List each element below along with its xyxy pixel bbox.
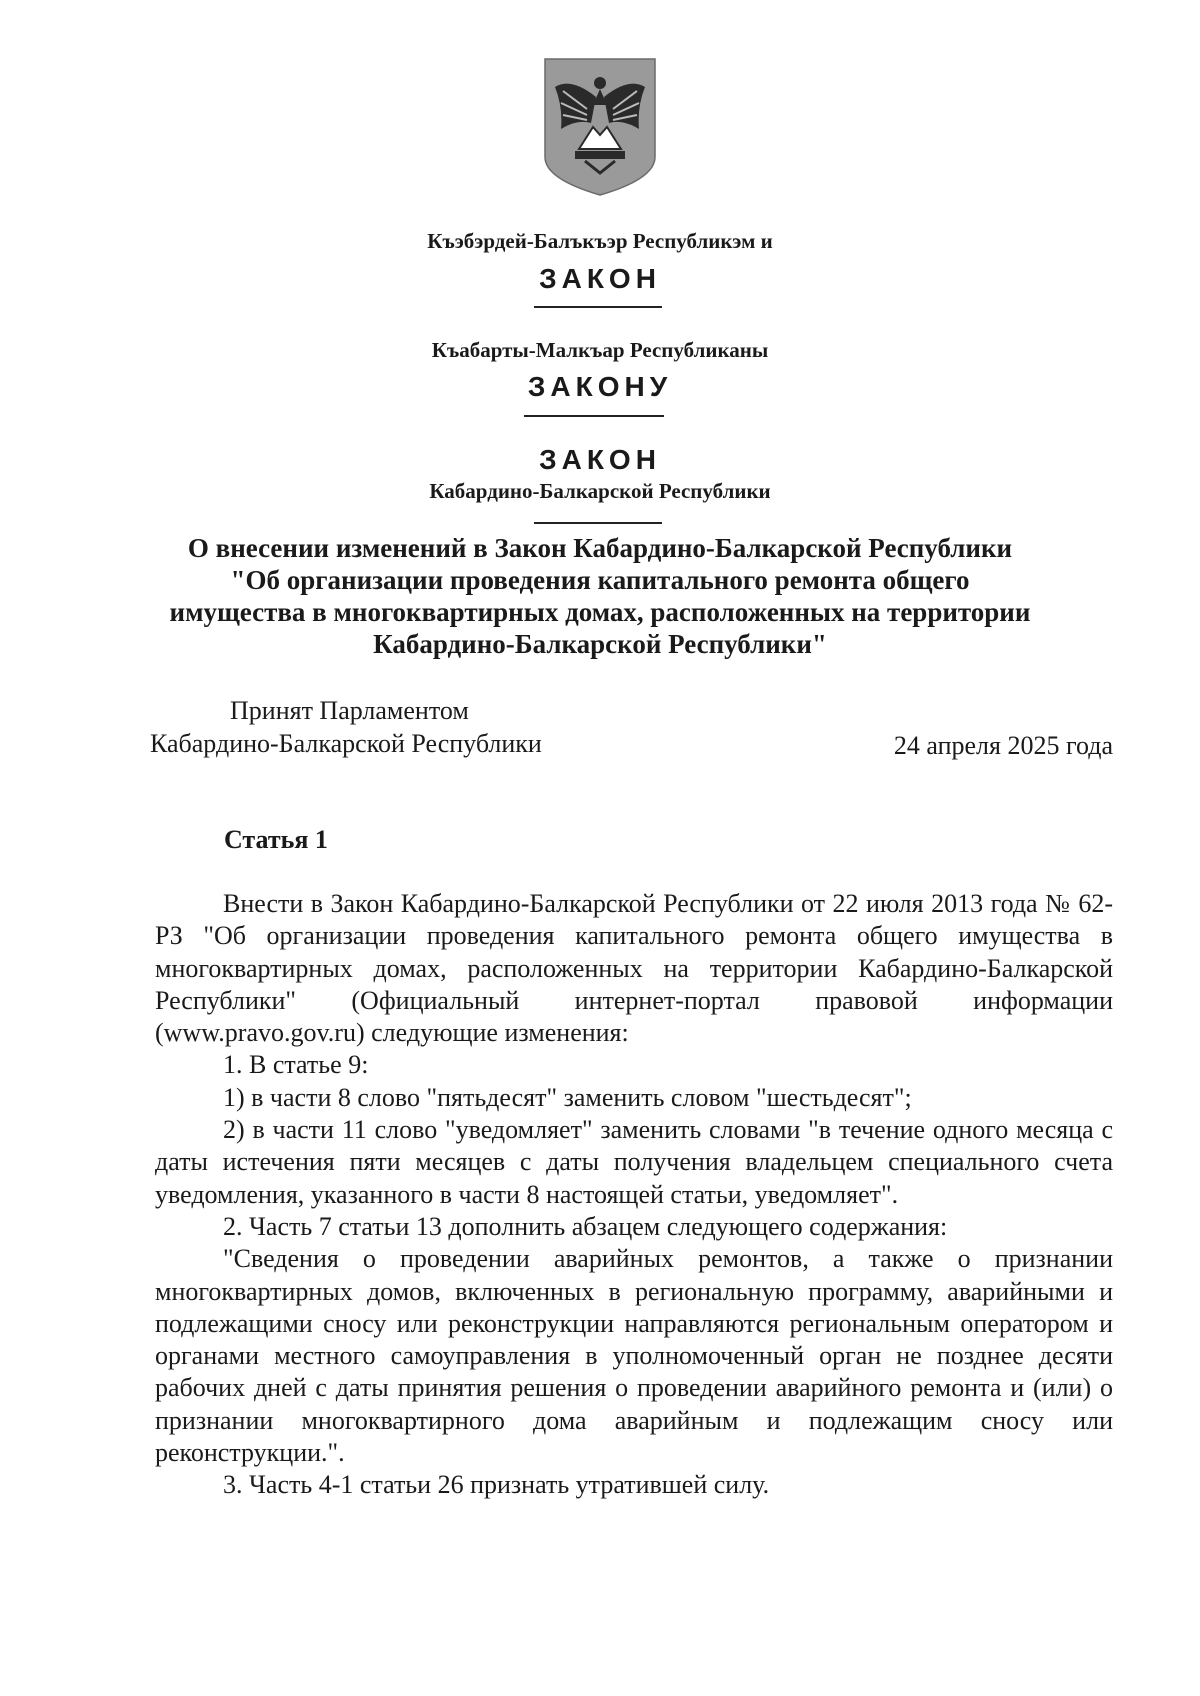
law-title bbox=[150, 532, 1050, 660]
law-title-line: О внесении изменений в Закон Кабардино-Балкарской Республики bbox=[187, 533, 1013, 563]
kabardian-republic-title: Къэбэрдей-Балъкъэр Республикэм и bbox=[427, 229, 773, 253]
divider bbox=[534, 306, 662, 308]
article-paragraph: Внести в Закон Кабардино-Балкарской Республики от 22 июля 2013 года № 62-РЗ "Об организации проведения капитального ремонта общего имущества в многоквартирных домах, расположенных на территории Кабардино-Балкарской Республики" (Официальный интернет-портал правовой информации (www.pravo.gov.ru) следующие изменения: bbox=[155, 889, 1113, 1048]
article-paragraph: 1. В статье 9: bbox=[223, 1050, 369, 1080]
article-paragraph: 1) в части 8 слово "пятьдесят" заменить словом "шестьдесят"; bbox=[223, 1082, 912, 1112]
law-title-line: Кабардино-Балкарской Республики" bbox=[373, 629, 827, 659]
article-paragraph: "Сведения о проведении аварийных ремонтов, а также о признании многоквартирных домов, включенных в региональную программу, аварийными и подлежащими сносу или реконструкции направляются региональным оператором и органами местного самоуправления в уполномоченный орган не позднее десяти рабочих дней с даты принятия решения о проведении аварийного ремонта и (или) о признании многоквартирного дома аварийным и подлежащим сносу или реконструкции.". bbox=[155, 1244, 1113, 1468]
adopted-line-2: Кабардино-Балкарской Республики bbox=[150, 729, 542, 758]
coat-of-arms-icon bbox=[541, 57, 659, 197]
balkar-law-word: ЗАКОНУ bbox=[527, 371, 673, 402]
russian-republic-title: Кабардино-Балкарской Республики bbox=[429, 479, 771, 503]
law-title-line: "Об организации проведения капитального ремонта общего bbox=[230, 565, 970, 595]
russian-law-word: ЗАКОН bbox=[539, 444, 661, 475]
law-title-line: имущества в многоквартирных домах, расположенных на территории bbox=[169, 597, 1031, 627]
adopted-by bbox=[150, 694, 610, 760]
article-heading: Статья 1 bbox=[224, 825, 328, 854]
adopted-line-1: Принят Парламентом bbox=[230, 696, 469, 725]
article-paragraph: 2) в части 11 слово "уведомляет" заменить словами "в течение одного месяца с даты истечения пяти месяцев с даты получения владельцем специального счета уведомления, указанного в части 8 настоящей статьи, уведомляет". bbox=[155, 1115, 1113, 1209]
divider bbox=[534, 522, 662, 524]
article-body bbox=[155, 888, 1113, 1502]
divider bbox=[524, 415, 664, 417]
article-paragraph: 3. Часть 4-1 статьи 26 признать утратившей силу. bbox=[223, 1470, 770, 1500]
article-paragraph: 2. Часть 7 статьи 13 дополнить абзацем следующего содержания: bbox=[223, 1211, 948, 1241]
kabardian-law-word: ЗАКОН bbox=[539, 263, 661, 294]
adoption-date: 24 апреля 2025 года bbox=[893, 731, 1113, 760]
balkar-republic-title: Къабарты-Малкъар Республиканы bbox=[431, 338, 769, 362]
